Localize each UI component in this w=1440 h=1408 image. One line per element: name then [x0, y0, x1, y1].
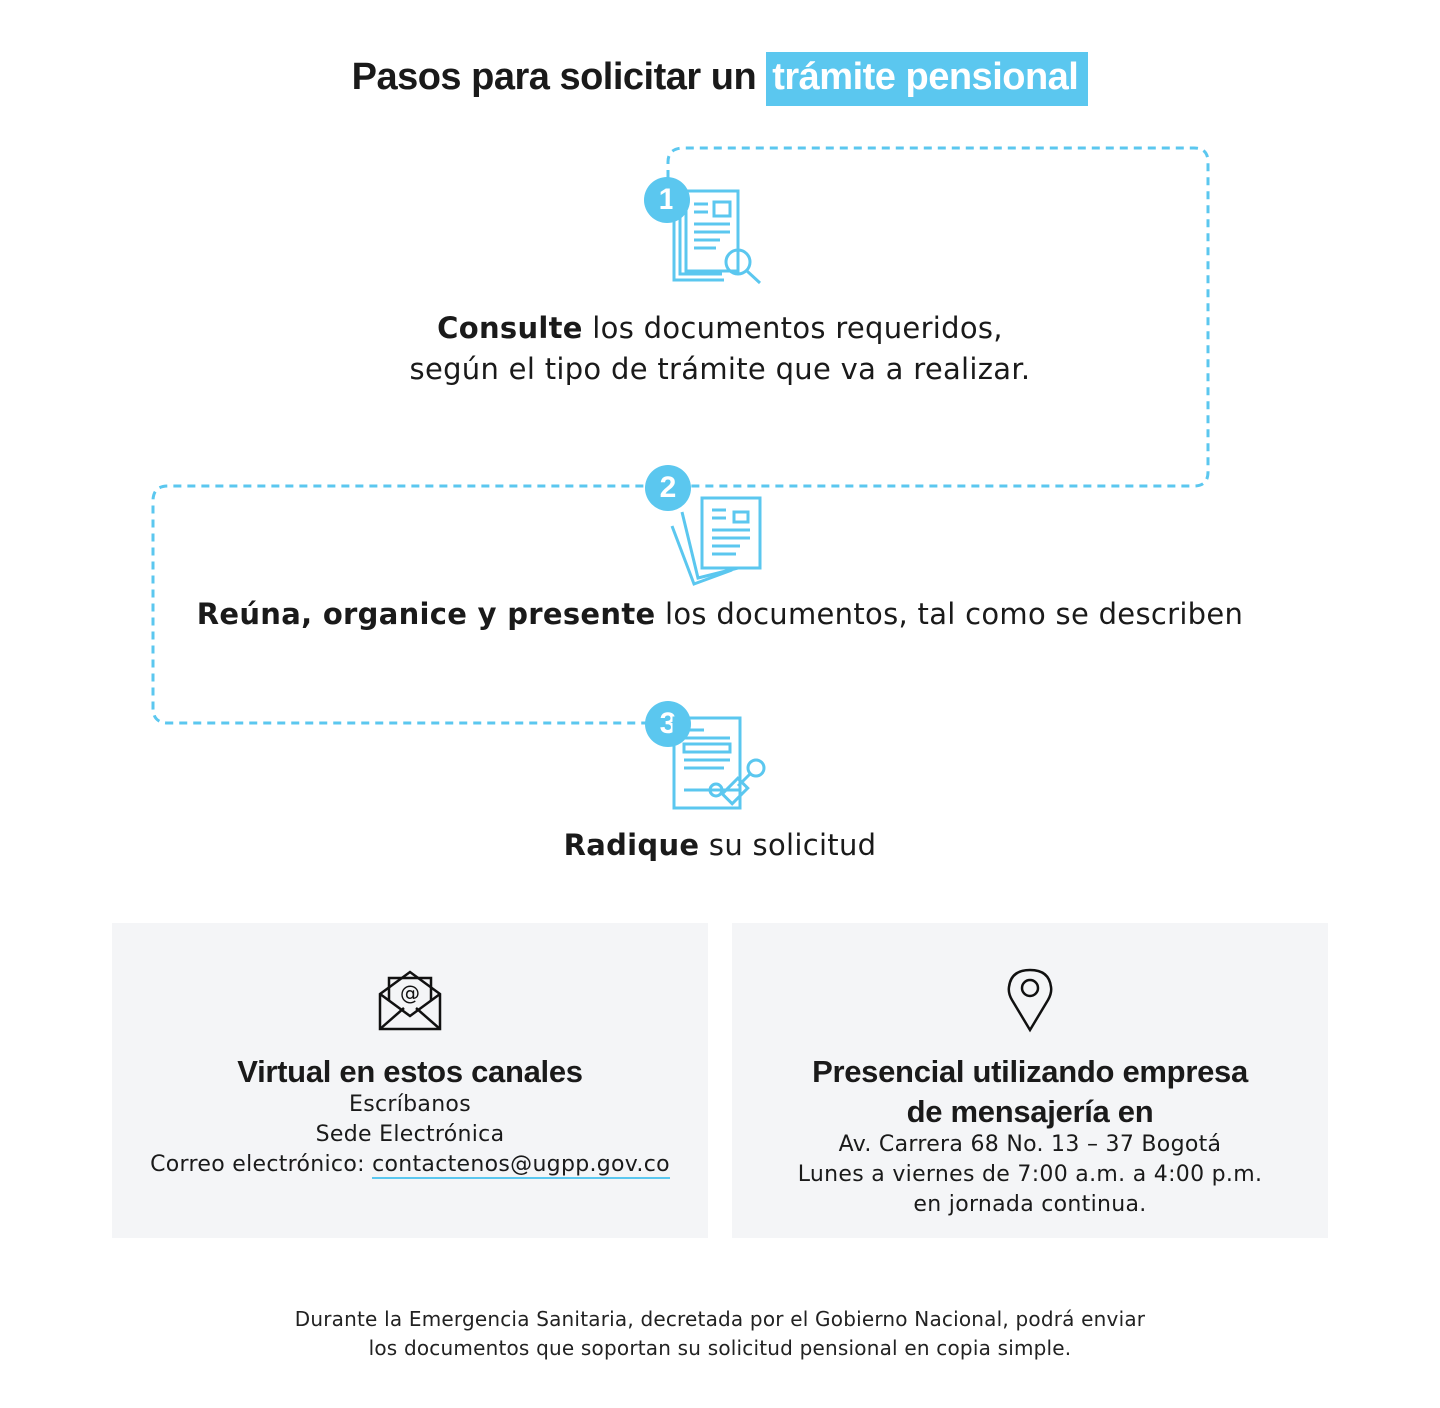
presencial-card-title-line2: de mensajería en [906, 1094, 1154, 1129]
step-1-rest: los documentos requeridos, [582, 311, 1003, 345]
presencial-schedule-note: en jornada continua. [913, 1192, 1147, 1217]
virtual-line-email [112, 1150, 708, 1180]
title-highlight: trámite pensional [766, 52, 1088, 106]
step-2-text [0, 594, 1440, 635]
step-3-rest: su solicitud [699, 828, 877, 862]
virtual-line-escribanos: Escríbanos [349, 1092, 471, 1117]
email-envelope-icon [377, 968, 443, 1032]
presencial-address: Av. Carrera 68 No. 13 – 37 Bogotá [838, 1132, 1222, 1157]
step-1-badge: 1 [644, 177, 690, 223]
page-title [0, 56, 1440, 99]
footer-note [0, 1305, 1440, 1363]
step-3-badge: 3 [645, 701, 691, 747]
step-1-bold: Consulte [437, 311, 583, 345]
step-2-bold: Reúna, organice y presente [196, 597, 656, 631]
footer-line1: Durante la Emergencia Sanitaria, decretada por el Gobierno Nacional, podrá enviar [294, 1307, 1146, 1331]
step-3-text [0, 825, 1440, 866]
title-prefix: Pasos para solicitar un [351, 56, 757, 98]
documents-stack-icon [668, 494, 768, 586]
virtual-channels-card [112, 923, 708, 1238]
presencial-card [732, 923, 1328, 1238]
document-stamp-icon [668, 714, 770, 810]
step-3-bold: Radique [563, 828, 700, 862]
presencial-card-title-line1: Presencial utilizando empresa [812, 1054, 1248, 1089]
email-link[interactable]: contactenos@ugpp.gov.co [372, 1152, 670, 1177]
presencial-hours: Lunes a viernes de 7:00 a.m. a 4:00 p.m. [797, 1162, 1263, 1187]
step-2-rest: los documentos, tal como se describen [655, 597, 1244, 631]
step-2-badge: 2 [645, 465, 691, 511]
document-search-icon [664, 188, 768, 288]
virtual-card-title: Virtual en estos canales [237, 1054, 583, 1089]
svg-text:@: @ [400, 981, 420, 1005]
step-1-line2: según el tipo de trámite que va a realizar. [409, 352, 1031, 386]
step-1-text [0, 308, 1440, 390]
virtual-line-sede: Sede Electrónica [315, 1122, 505, 1147]
footer-line2: los documentos que soportan su solicitud pensional en copia simple. [368, 1336, 1072, 1360]
location-pin-icon [1006, 967, 1054, 1033]
email-label: Correo electrónico: [150, 1152, 373, 1177]
